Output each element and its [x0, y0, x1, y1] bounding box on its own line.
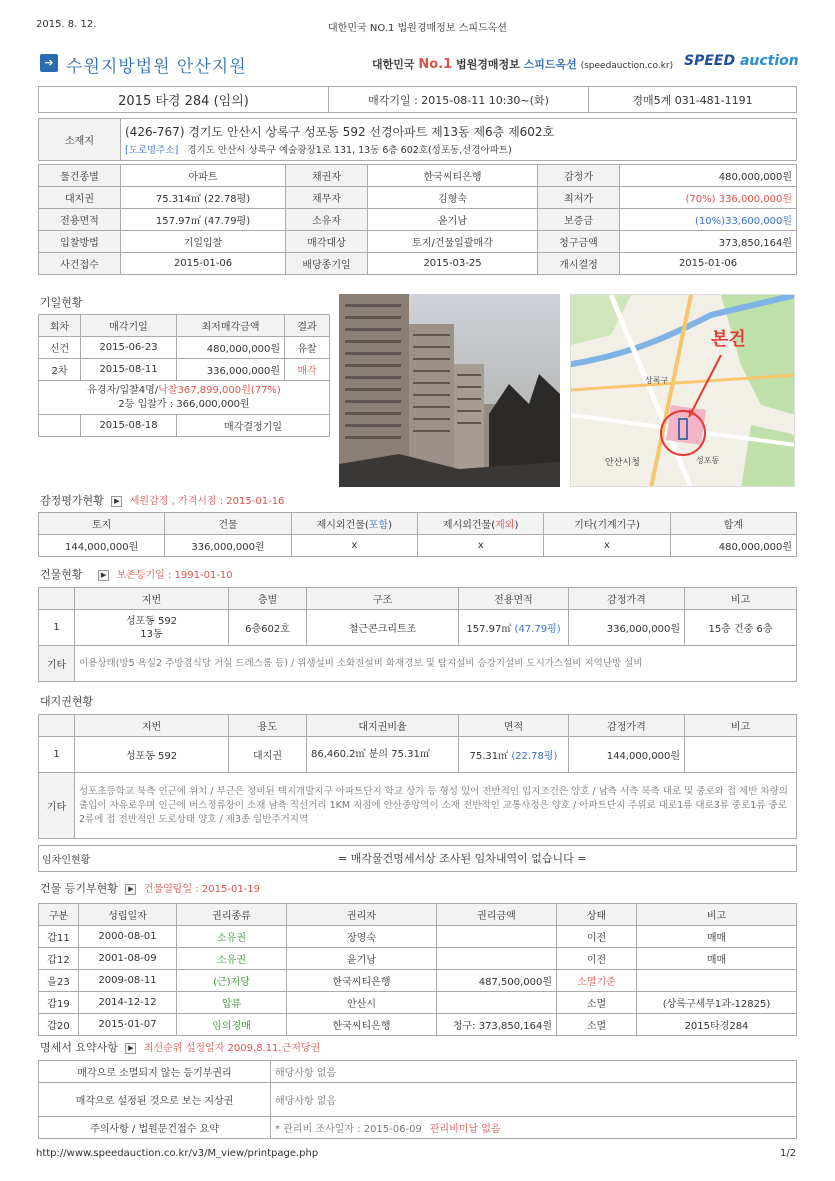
- footer-page: 1/2: [780, 1148, 797, 1159]
- info-label: 청구금액: [538, 231, 620, 253]
- map-place-3: 상록구: [645, 376, 669, 385]
- registry-row: [39, 926, 797, 948]
- info-label: 대지권: [39, 187, 121, 209]
- schedule-price: 480,000,000원: [177, 337, 285, 359]
- address-label: 소재지: [39, 119, 121, 161]
- building-table: [38, 587, 797, 682]
- schedule-table: [38, 314, 330, 437]
- lease-title: 임차인현황: [42, 854, 91, 866]
- info-value: 한국씨티은행: [368, 165, 538, 187]
- land-row-ratio: 86,460.2㎡ 분의 75.31㎡: [307, 737, 459, 773]
- info-value: 2015-01-06: [620, 253, 797, 275]
- info-label: 채무자: [286, 187, 368, 209]
- registry-note: 매매: [637, 948, 797, 970]
- info-row: [39, 187, 797, 209]
- summary-row-2-value: 해당사항 없음: [271, 1083, 797, 1117]
- info-value: (10%)33,600,000원: [620, 209, 797, 231]
- play-icon[interactable]: ▶: [125, 1043, 136, 1054]
- registry-date: 2000-08-01: [79, 926, 177, 948]
- registry-kind: 을23: [39, 970, 79, 992]
- info-label: 최저가: [538, 187, 620, 209]
- registry-holder: 윤기남: [287, 948, 437, 970]
- registry-header-holder: 권리자: [287, 904, 437, 926]
- sale-date: 매각기일 : 2015-08-11 10:30~(화): [329, 87, 589, 113]
- registry-status: 소멸기준: [557, 970, 637, 992]
- appraisal-header-land: 토지: [39, 513, 165, 535]
- land-row-lot: 성포동 592: [75, 737, 229, 773]
- registry-holder: 한국씨티은행: [287, 1014, 437, 1036]
- registry-amount: [437, 926, 557, 948]
- info-label: 매각대상: [286, 231, 368, 253]
- appraisal-total-value: 480,000,000원: [670, 535, 796, 557]
- info-value: (70%) 336,000,000원: [620, 187, 797, 209]
- schedule-header-price: 최저매각금액: [177, 315, 285, 337]
- registry-type: (근)저당: [177, 970, 287, 992]
- info-value: 아파트: [121, 165, 286, 187]
- schedule-date: 2015-06-23: [81, 337, 177, 359]
- info-value: 373,850,164원: [620, 231, 797, 253]
- apartment-photo-icon: [339, 294, 560, 487]
- brand-logo[interactable]: SPEED auction: [684, 53, 799, 69]
- registry-header-amount: 권리금액: [437, 904, 557, 926]
- registry-sub: 건물열람일 : 2015-01-19: [143, 884, 261, 895]
- info-label: 사건접수: [39, 253, 121, 275]
- info-value: 윤기남: [368, 209, 538, 231]
- building-header-area: 전용면적: [459, 588, 569, 610]
- registry-kind: 갑19: [39, 992, 79, 1014]
- info-label: 감정가: [538, 165, 620, 187]
- registry-status: 이전: [557, 926, 637, 948]
- decision-date: 2015-08-18: [81, 415, 177, 437]
- building-row-floor: 6층602호: [229, 610, 307, 646]
- registry-row: [39, 992, 797, 1014]
- info-value: 480,000,000원: [620, 165, 797, 187]
- map-marker-label: 본건: [711, 329, 746, 350]
- registry-holder: 장영숙: [287, 926, 437, 948]
- address-table: [38, 118, 797, 161]
- info-label: 채권자: [286, 165, 368, 187]
- schedule-row: [39, 337, 330, 359]
- land-title: 대지권현황: [40, 695, 94, 708]
- case-number: 2015 타경 284 (임의): [39, 87, 329, 113]
- registry-date: 2014-12-12: [79, 992, 177, 1014]
- case-header: [38, 86, 797, 113]
- play-icon[interactable]: ▶: [125, 884, 136, 895]
- bid-summary: 유경자/입찰4명/낙찰367,899,000원(77%) 2등 입찰가 : 366,000,000원: [39, 381, 330, 415]
- info-value: 2015-01-06: [121, 253, 286, 275]
- registry-table: [38, 903, 797, 1036]
- appraisal-section-header: [40, 492, 284, 508]
- registry-note: 2015타경284: [637, 1014, 797, 1036]
- appraisal-header-total: 합계: [670, 513, 796, 535]
- appraisal-building-value: 336,000,000원: [165, 535, 291, 557]
- appraisal-header-building: 건물: [165, 513, 291, 535]
- registry-holder: 한국씨티은행: [287, 970, 437, 992]
- location-map[interactable]: [570, 294, 795, 487]
- registry-kind: 갑11: [39, 926, 79, 948]
- print-date: 2015. 8. 12.: [36, 19, 97, 30]
- registry-note: [637, 970, 797, 992]
- appraisal-header-extra-incl: 제시외건물(포함): [291, 513, 417, 535]
- registry-date: 2001-08-09: [79, 948, 177, 970]
- summary-row-2-key: 매각으로 설정된 것으로 보는 지상권: [39, 1083, 271, 1117]
- schedule-price: 336,000,000원: [177, 359, 285, 381]
- info-label: 물건종별: [39, 165, 121, 187]
- appraisal-sub: 세원감정 , 가격시점 : 2015-01-16: [129, 496, 285, 507]
- map-place-1: 안산시청: [605, 458, 640, 468]
- schedule-round: 신건: [39, 337, 81, 359]
- appraisal-header-extra-excl: 제시외건물(제외): [417, 513, 543, 535]
- registry-type: 소유권: [177, 948, 287, 970]
- land-row-use: 대지권: [229, 737, 307, 773]
- print-title: 대한민국 NO.1 법원경매정보 스피드옥션: [328, 23, 507, 34]
- play-icon[interactable]: ▶: [111, 496, 122, 507]
- building-title: 건물현황: [40, 568, 83, 581]
- land-header-ratio: 대지권비율: [307, 715, 459, 737]
- appraisal-machine-value: x: [544, 535, 670, 557]
- info-label: 소유자: [286, 209, 368, 231]
- schedule-date: 2015-08-11: [81, 359, 177, 381]
- registry-date: 2015-01-07: [79, 1014, 177, 1036]
- info-value: 기일입찰: [121, 231, 286, 253]
- schedule-result: 유찰: [285, 337, 330, 359]
- registry-header-kind: 구분: [39, 904, 79, 926]
- schedule-header-date: 매각기일: [81, 315, 177, 337]
- summary-notice-value: * 관리비 조사일자 : 2015-06-09 관리비미납 없음: [271, 1117, 797, 1139]
- land-row-note: [685, 737, 797, 773]
- building-row-note: 15층 건중 6층: [685, 610, 797, 646]
- building-row-lot: 성포동 592 13동: [75, 610, 229, 646]
- land-row-price: 144,000,000원: [569, 737, 685, 773]
- building-sub: 보존등기일 : 1991-01-10: [116, 570, 233, 581]
- building-header-price: 감정가격: [569, 588, 685, 610]
- schedule-header-result: 결과: [285, 315, 330, 337]
- building-header-floor: 층별: [229, 588, 307, 610]
- appraisal-extra-excl-value: x: [417, 535, 543, 557]
- play-icon[interactable]: ▶: [98, 570, 109, 581]
- registry-amount: [437, 992, 557, 1014]
- summary-notice-key: 주의사항 / 법원문건접수 요약: [39, 1117, 271, 1139]
- land-row-no: 1: [39, 737, 75, 773]
- schedule-result: 매각: [285, 359, 330, 381]
- info-value: 157.97㎡ (47.79평): [121, 209, 286, 231]
- registry-note: (상록구세무1과-12825): [637, 992, 797, 1014]
- summary-row-1-value: 해당사항 없음: [271, 1061, 797, 1083]
- registry-type: 임의경매: [177, 1014, 287, 1036]
- info-row: [39, 209, 797, 231]
- appraisal-extra-incl-value: x: [291, 535, 417, 557]
- registry-header-type: 권리종류: [177, 904, 287, 926]
- registry-section-header: [40, 880, 260, 896]
- summary-row-1-key: 매각으로 소멸되지 않는 등기부권리: [39, 1061, 271, 1083]
- registry-title: 건물 등기부현황: [40, 882, 118, 895]
- summary-table: [38, 1060, 797, 1139]
- road-address-tag[interactable]: [도로명주소]: [125, 145, 179, 156]
- land-header-lot: 지번: [75, 715, 229, 737]
- registry-header-date: 성립일자: [79, 904, 177, 926]
- land-table: [38, 714, 797, 839]
- land-header-use: 용도: [229, 715, 307, 737]
- building-header-struct: 구조: [307, 588, 459, 610]
- registry-header-note: 비고: [637, 904, 797, 926]
- land-etc-label: 기타: [39, 773, 75, 839]
- info-label: 배당종기일: [286, 253, 368, 275]
- registry-row: [39, 948, 797, 970]
- lease-table: [38, 845, 797, 871]
- appraisal-header-machine: 기타(기계기구): [544, 513, 670, 535]
- info-row: [39, 165, 797, 187]
- registry-amount: 487,500,000원: [437, 970, 557, 992]
- appraisal-title: 감정평가현황: [40, 494, 104, 507]
- building-row-area: 157.97㎡ (47.79평): [459, 610, 569, 646]
- building-row-price: 336,000,000원: [569, 610, 685, 646]
- land-row-area: 75.31㎡ (22.78평): [459, 737, 569, 773]
- arrow-icon: ➔: [40, 54, 58, 72]
- info-label: 보증금: [538, 209, 620, 231]
- building-section-header: [40, 566, 233, 582]
- summary-sub: 최선순위 설정일자 2009.8.11.근저당권: [143, 1043, 321, 1054]
- info-value: 75.314㎡ (22.78평): [121, 187, 286, 209]
- info-label: 전용면적: [39, 209, 121, 231]
- road-address: 경기도 안산시 상록구 예술광장1로 131, 13동 6층 602호(성포동,선경아파트): [187, 145, 512, 156]
- registry-date: 2009-08-11: [79, 970, 177, 992]
- registry-type: 소유권: [177, 926, 287, 948]
- footer-url[interactable]: http://www.speedauction.co.kr/v3/M_view/printpage.php: [36, 1148, 319, 1159]
- building-header-note: 비고: [685, 588, 797, 610]
- appraisal-land-value: 144,000,000원: [39, 535, 165, 557]
- info-value: 김형숙: [368, 187, 538, 209]
- court-name: 수원지방법원 안산지원: [66, 57, 247, 77]
- registry-status: 소멸: [557, 1014, 637, 1036]
- land-header-area: 면적: [459, 715, 569, 737]
- registry-status: 이전: [557, 948, 637, 970]
- schedule-title: 기일현황: [40, 296, 83, 309]
- info-row: [39, 231, 797, 253]
- schedule-row: [39, 359, 330, 381]
- lease-text: = 매각물건명세서상 조사된 임차내역이 없습니다 =: [338, 852, 587, 865]
- court-division: 경매5계 031-481-1191: [589, 87, 797, 113]
- registry-type: 압류: [177, 992, 287, 1014]
- building-row-struct: 철근콘크리트조: [307, 610, 459, 646]
- land-etc: 성포초등학교 북측 인근에 위치 / 부근은 정비된 택지개발지구 아파트단지 학교 상가 등 형성 있어 전반적인 입지조건은 양호 / 남측 서측 북측 대로 및 중로와 접 제반 차량의 출입이 자유로우며 인근에 버스정류장이 소재 남측 직선거리 1KM 지점에 안산중앙역이 소재 전반적인 교통사정은 양호 / 아파트단지 주위로 대로1류 대로3류 중로1류 중로2류에 접 전반적인 도로상태 양호 / 제3종 일반주거지역: [75, 773, 797, 839]
- info-label: 개시결정: [538, 253, 620, 275]
- property-photo[interactable]: [339, 294, 560, 487]
- appraisal-table: [38, 512, 797, 557]
- building-row-no: 1: [39, 610, 75, 646]
- registry-kind: 갑20: [39, 1014, 79, 1036]
- land-header-price: 감정가격: [569, 715, 685, 737]
- building-etc: 이용상태(방5 욕실2 주방겸식당 거실 드레스룸 등) / 위생설비 소화전설비 화재경보 및 탐지설비 승강기설비 도시가스설비 지역난방 설비: [75, 646, 797, 682]
- summary-section-header: [40, 1039, 320, 1055]
- registry-note: 매매: [637, 926, 797, 948]
- registry-row: [39, 1014, 797, 1036]
- land-header-note: 비고: [685, 715, 797, 737]
- address-main: (426-767) 경기도 안산시 상록구 성포동 592 선경아파트 제13동 제6층 제602호: [125, 125, 555, 139]
- registry-kind: 갑12: [39, 948, 79, 970]
- registry-holder: 안산시: [287, 992, 437, 1014]
- building-etc-label: 기타: [39, 646, 75, 682]
- info-value: 토지/건물일괄매각: [368, 231, 538, 253]
- building-header-lot: 지번: [75, 588, 229, 610]
- info-row: [39, 253, 797, 275]
- property-info-table: [38, 164, 797, 275]
- registry-header-status: 상태: [557, 904, 637, 926]
- info-value: 2015-03-25: [368, 253, 538, 275]
- info-label: 입찰방법: [39, 231, 121, 253]
- registry-row: [39, 970, 797, 992]
- map-place-2: 성포동: [696, 456, 720, 465]
- summary-title: 명세서 요약사항: [40, 1041, 118, 1054]
- registry-status: 소멸: [557, 992, 637, 1014]
- schedule-header-round: 회차: [39, 315, 81, 337]
- brand-slogan: 대한민국 No.1 법원경매정보 스피드옥션 (speedauction.co.kr): [372, 57, 674, 72]
- schedule-round: 2차: [39, 359, 81, 381]
- decision-label: 매각결정기일: [177, 415, 330, 437]
- registry-amount: [437, 948, 557, 970]
- registry-amount: 청구: 373,850,164원: [437, 1014, 557, 1036]
